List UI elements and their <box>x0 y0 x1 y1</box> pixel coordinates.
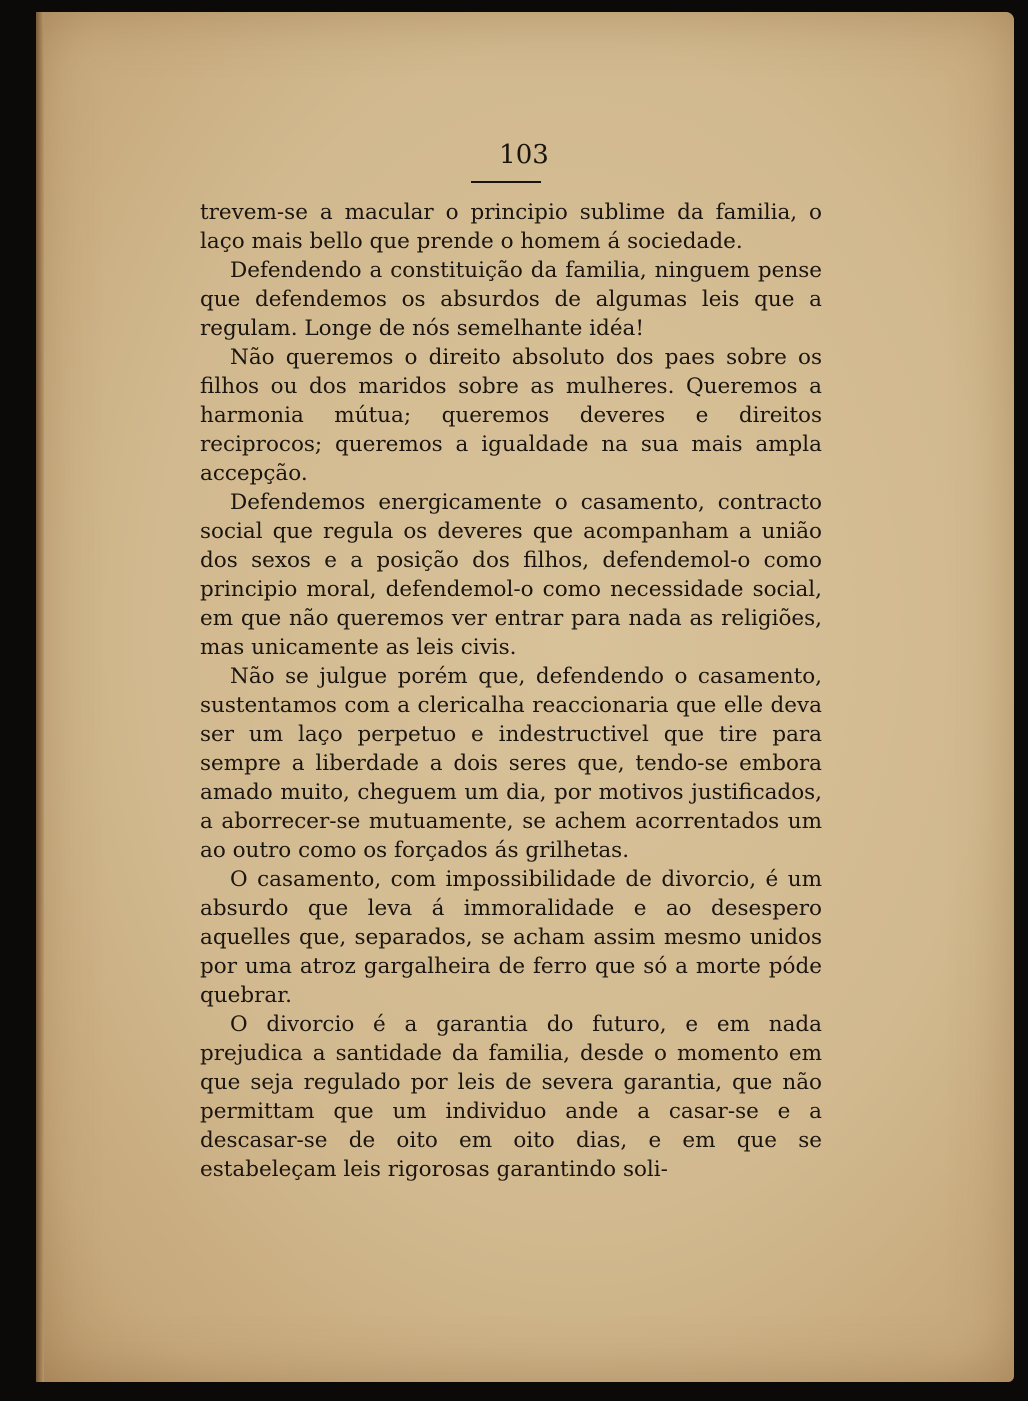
paragraph-harmony: Não queremos o direito absoluto dos paes sobre os filhos ou dos maridos sobre as mulheres. Queremos a harmonia mútua; queremos deveres e direitos reciprocos; queremos a igualdade na sua mais ampla accepção. <box>200 345 822 486</box>
paragraph-family-constitution: Defendendo a constituição da familia, ninguem pense que defendemos os absurdos de algumas leis que a regulam. Longe de nós semelhante idéa! <box>200 258 822 341</box>
page-number-value: 103 <box>499 140 549 170</box>
paragraph-divorce-guarantee: O divorcio é a garantia do futuro, e em nada prejudica a santidade da familia, desde o momento em que seja regulado por leis de severa garantia, que não permittam que um individuo ande a casar-se e a descasar-se de oito em oito dias, e em que se estabeleçam leis rigorosas garantindo soli- <box>200 1012 822 1182</box>
paragraph-continuation: trevem-se a macular o principio sublime da familia, o laço mais bello que prende o homem á sociedade. <box>200 200 822 254</box>
paragraph-divorce-impossibility: O casamento, com impossibilidade de divorcio, é um absurdo que leva á immoralidade e ao desespero aquelles que, separados, se acham assim mesmo unidos por uma atroz gargalheira de ferro que só a morte póde quebrar. <box>200 867 822 1008</box>
paragraph-marriage-contract: Defendemos energicamente o casamento, contracto social que regula os deveres que acompanham a união dos sexos e a posição dos filhos, defendemol-o como principio moral, defendemol-o como necessidade social, em que não queremos ver entrar para nada as religiões, mas unicamente as leis civis. <box>200 490 822 660</box>
body-text <box>200 198 822 1184</box>
paragraph-perpetual-bond: Não se julgue porém que, defendendo o casamento, sustentamos com a clericalha reaccionaria que elle deva ser um laço perpetuo e indestructivel que tire para sempre a liberdade a dois seres que, tendo-se embora amado muito, cheguem um dia, por motivos justificados, a aborrecer-se mutuamente, se achem acorrentados um ao outro como os forçados ás grilhetas. <box>200 664 822 863</box>
page-binding-edge <box>36 12 44 1382</box>
page-number-rule <box>471 181 541 183</box>
page-number <box>0 140 1028 170</box>
